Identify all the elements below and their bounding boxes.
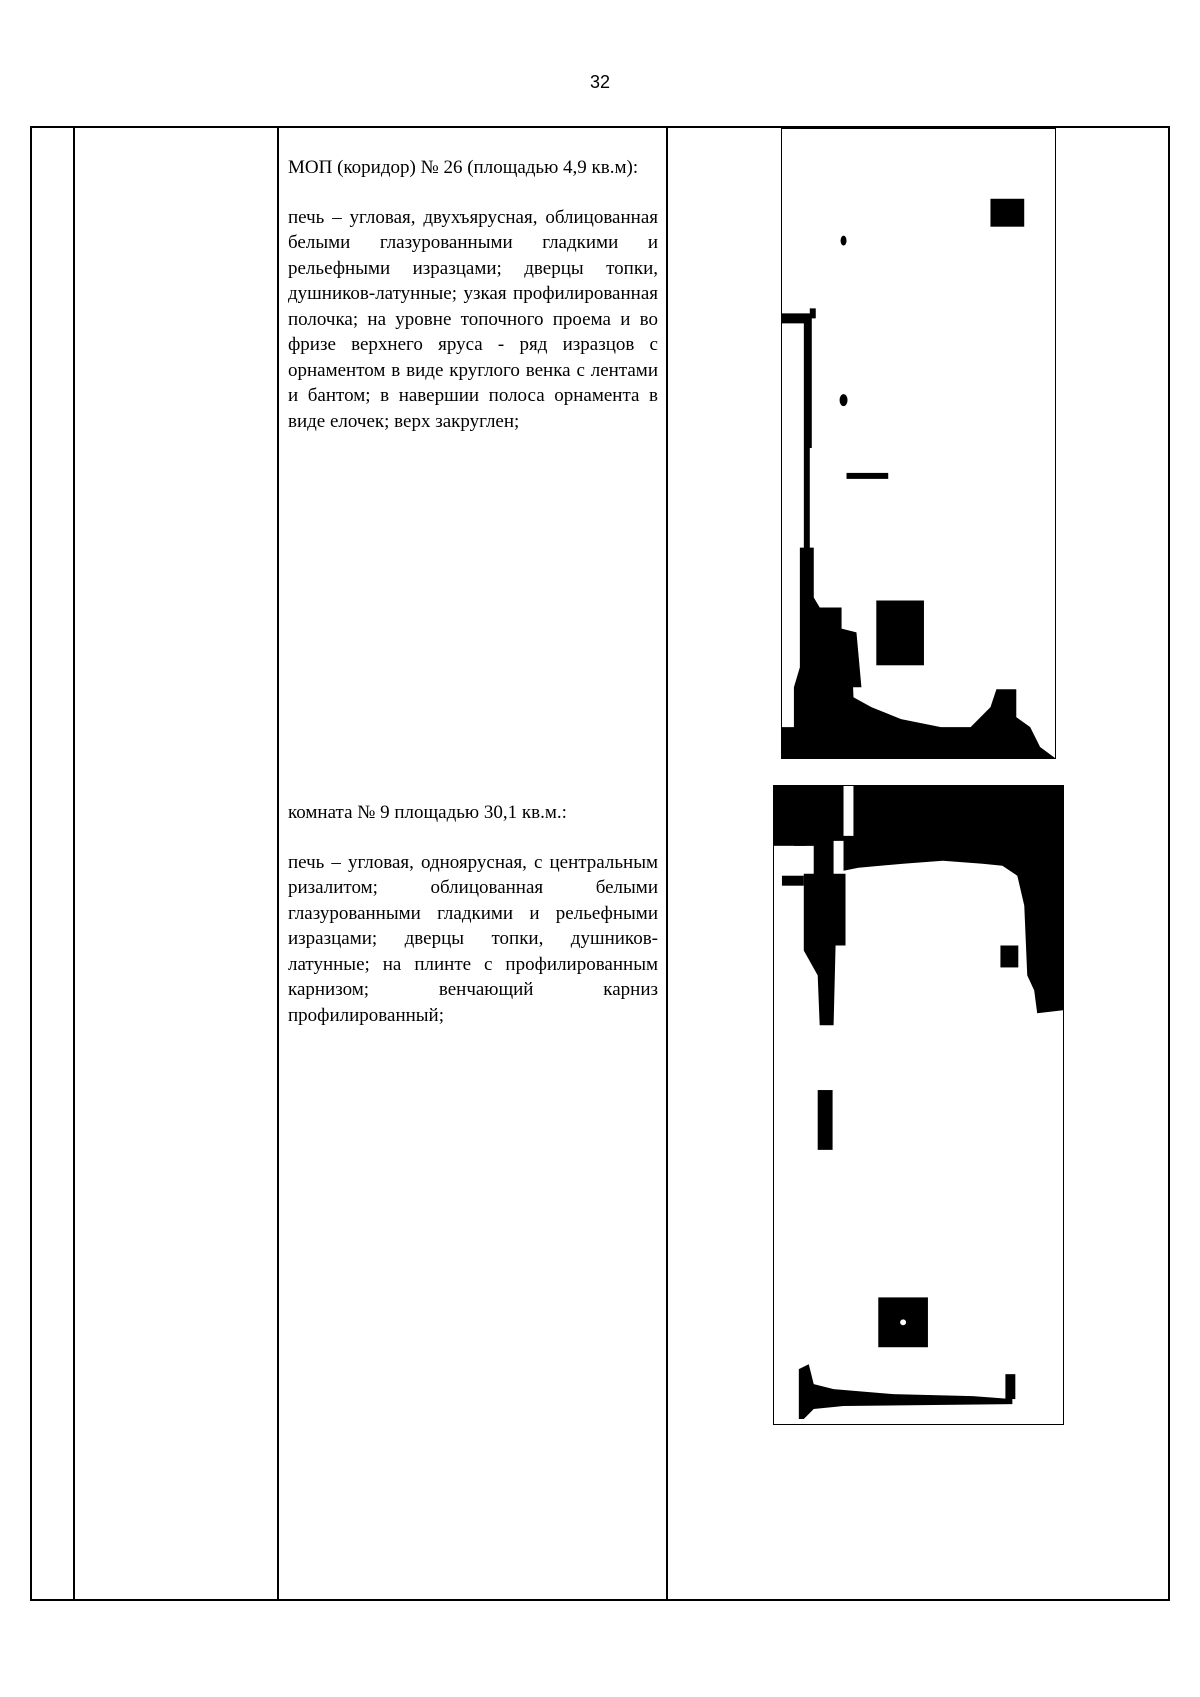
entry-description: печь – угловая, двухъярусная, облицованная белыми глазурованными гладкими и рельефными изразцами; дверцы топки, душников-латунные; узкая профилированная полочка; на уровне топочного проема и во фризе верхнего яруса - ряд изразцов с орнаментом в виде круглого венка с лентами и бантом; в навершии полоса орнамента в виде елочек; верх закруглен; — [288, 206, 658, 432]
stove-photo-corridor — [781, 128, 1056, 759]
entry-heading: МОП (коридор) № 26 (площадью 4,9 кв.м): — [288, 157, 639, 178]
page-number: 32 — [589, 72, 611, 92]
entry-corridor-text — [288, 155, 658, 434]
stove-photo-room — [773, 785, 1064, 1425]
entry-heading: комната № 9 площадью 30,1 кв.м.: — [288, 802, 567, 823]
entry-description: печь – угловая, одноярусная, с центральным ризалитом; облицованная белыми глазурованными гладкими и рельефными изразцами; дверцы топки, душников-латунные; на плинте с профилированным карнизом; венчающий карниз профилированный; — [288, 851, 658, 1026]
entry-room-text — [288, 800, 658, 1028]
